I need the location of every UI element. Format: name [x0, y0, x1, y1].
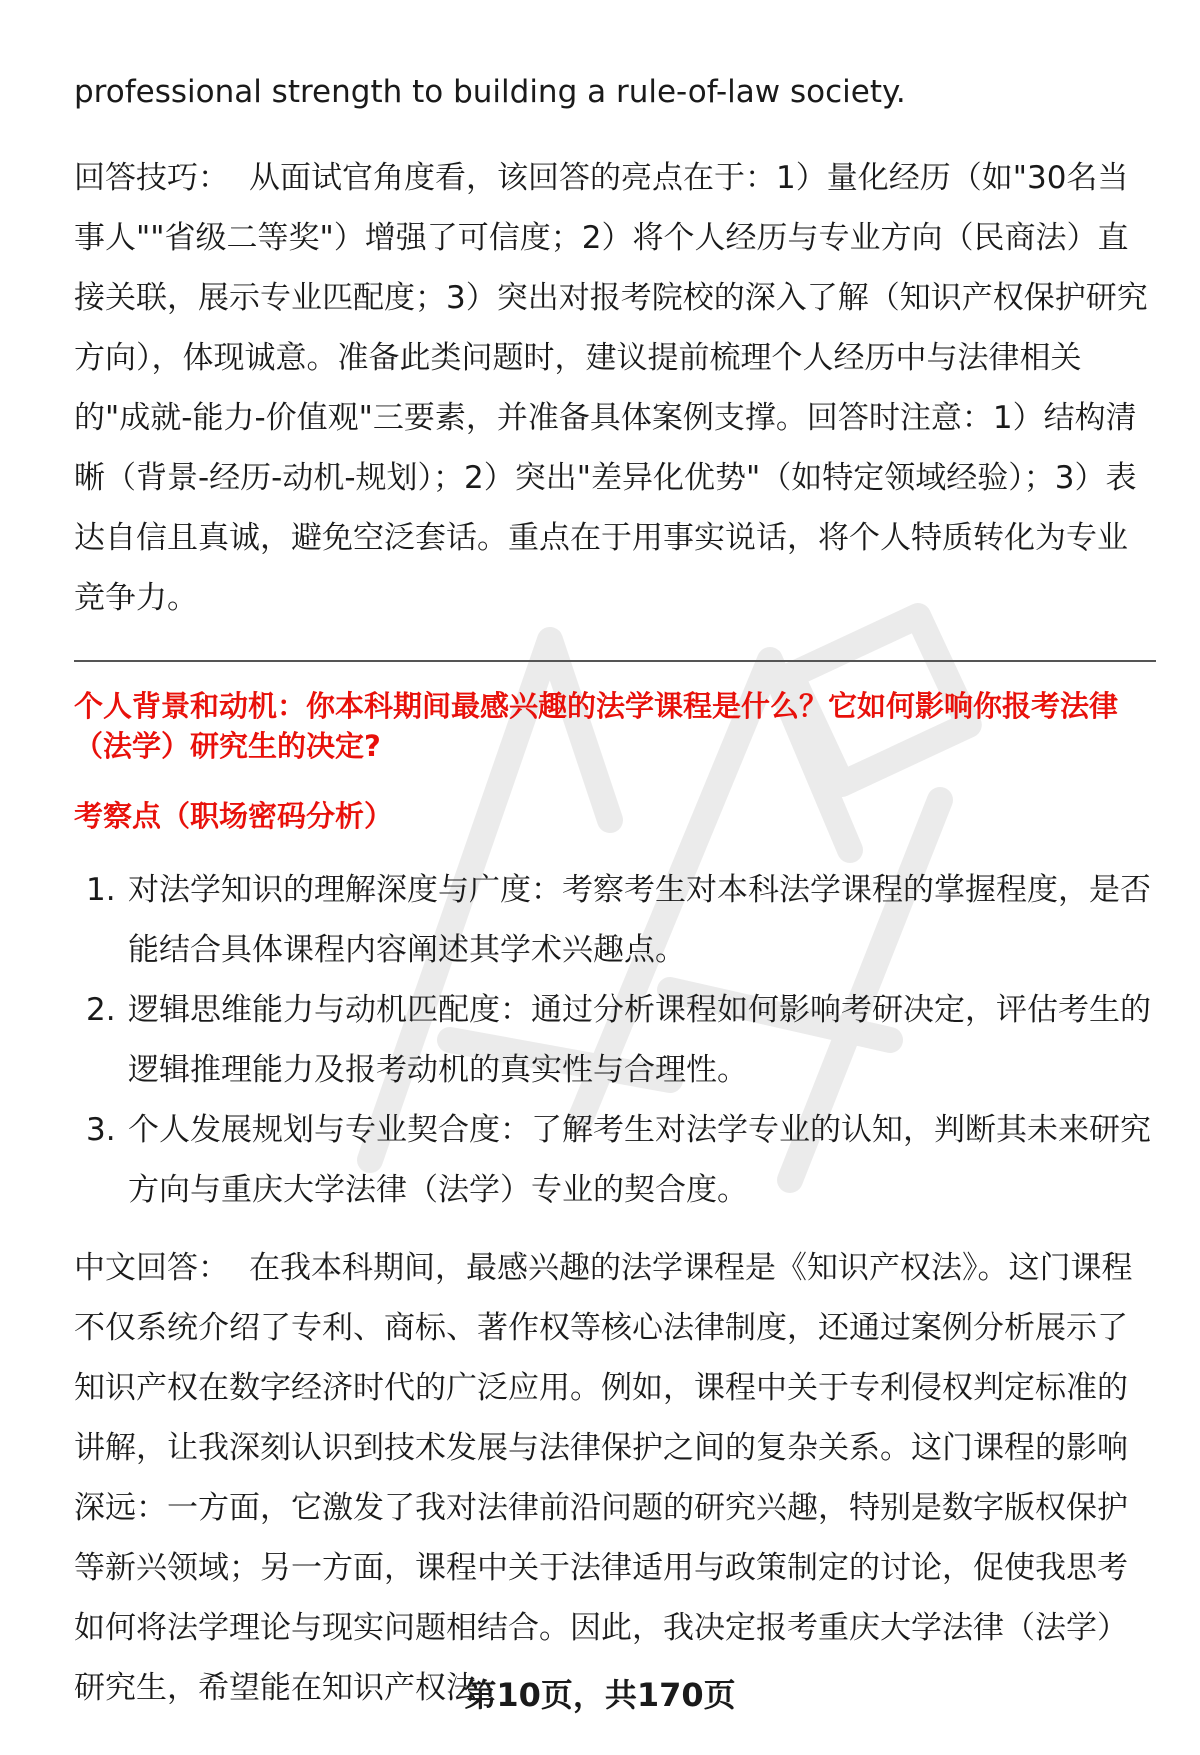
list-item [74, 980, 1156, 1100]
tips-text: 从面试官角度看，该回答的亮点在于：1）量化经历（如"30名当事人""省级二等奖"）增强了可信度；2）将个人经历与专业方向（民商法）直接关联，展示专业匹配度；3）突出对报考院校的深入了解（知识产权保护研究方向），体现诚意。准备此类问题时，建议提前梳理个人经历中与法律相关的"成就-能力-价值观"三要素，并准备具体案例支撑。回答时注意：1）结构清晰（背景-经历-动机-规划）；2）突出"差异化优势"（如特定领域经验）；3）表达自信且真诚，避免空泛套话。重点在于用事实说话，将个人特质转化为专业竞争力。 [74, 160, 1148, 616]
question-title: 个人背景和动机：你本科期间最感兴趣的法学课程是什么？它如何影响你报考法律（法学）研究生的决定? [74, 689, 1119, 763]
section-divider [74, 660, 1156, 662]
list-item-text: 个人发展规划与专业契合度：了解考生对法学专业的认知，判断其未来研究方向与重庆大学法律（法学）专业的契合度。 [128, 1112, 1151, 1208]
assessment-heading: 考察点（职场密码分析） [74, 799, 394, 833]
list-item-number: 3. [86, 1112, 116, 1148]
tips-label: 回答技巧： [74, 160, 229, 196]
page-number-footer: 第10页，共170页 [464, 1676, 736, 1714]
intro-line: professional strength to building a rule-of-law society. [74, 74, 906, 110]
assessment-points-list [74, 860, 1156, 1220]
list-item-text: 对法学知识的理解深度与广度：考察考生对本科法学课程的掌握程度，是否能结合具体课程内容阐述其学术兴趣点。 [128, 872, 1151, 968]
list-item-number: 1. [86, 872, 116, 908]
answer-label: 中文回答： [74, 1250, 229, 1286]
list-item-number: 2. [86, 992, 116, 1028]
answer-text: 在我本科期间，最感兴趣的法学课程是《知识产权法》。这门课程不仅系统介绍了专利、商标、著作权等核心法律制度，还通过案例分析展示了知识产权在数字经济时代的广泛应用。例如，课程中关于专利侵权判定标准的讲解，让我深刻认识到技术发展与法律保护之间的复杂关系。这门课程的影响深远：一方面，它激发了我对法律前沿问题的研究兴趣，特别是数字版权保护等新兴领域；另一方面，课程中关于法律适用与政策制定的讨论，促使我思考如何将法学理论与现实问题相结合。因此，我决定报考重庆大学法律（法学）研究生，希望能在知识产权法 [74, 1250, 1133, 1706]
list-item-text: 逻辑思维能力与动机匹配度：通过分析课程如何影响考研决定，评估考生的逻辑推理能力及报考动机的真实性与合理性。 [128, 992, 1151, 1088]
list-item [74, 1100, 1156, 1220]
answer-paragraph [74, 1238, 1156, 1718]
tips-paragraph [74, 148, 1156, 628]
page-content [74, 62, 1156, 1718]
list-item [74, 860, 1156, 980]
